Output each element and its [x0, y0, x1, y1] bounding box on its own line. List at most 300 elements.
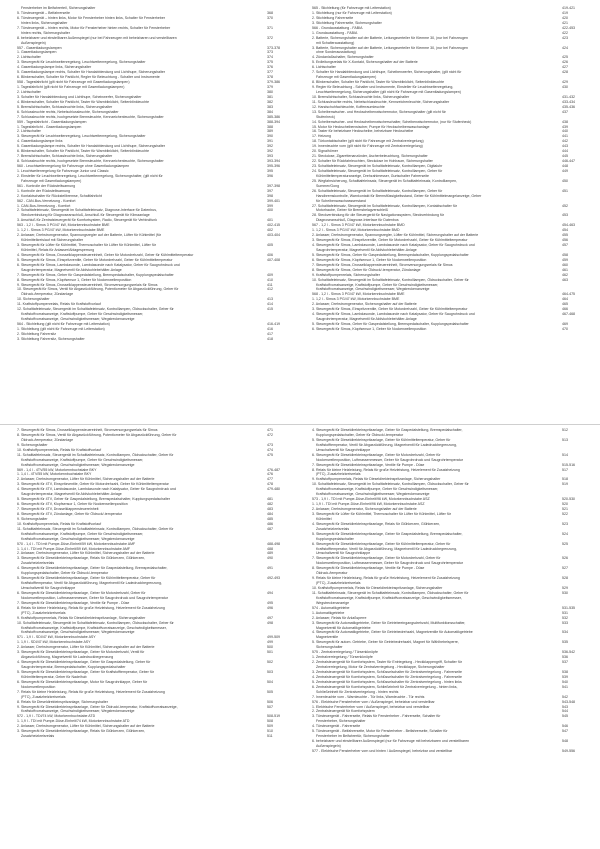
entry-title: Saugrohrtemperatur, Magnetventil für Aktivkohlebehälter-Anlage	[316, 247, 417, 252]
entry-page-number: 545	[562, 714, 568, 719]
entry-page-number: 543-548	[562, 699, 576, 704]
entry-title: 25. Wegfahrsicherung, Schalttafeleinsatz, Steuergerät im Schalttafeleinsatz, Kontrolllampen,	[312, 178, 458, 183]
entry-title: 1. Automatikgetriebe	[312, 610, 345, 615]
entry-title: 3. Anschluß für Zentralsteuergerät für Komfortsystem, Radio, Steuergerät für Verbindfunk	[17, 218, 157, 223]
entry-title: 577 - Elektrische Fensterheber vorn und hinten / Außenspiegel, beheizbar und verstellbar	[312, 748, 453, 753]
entry-title: (PTC), Zusatzheizkreisrelais	[21, 694, 66, 699]
index-entry	[17, 337, 289, 342]
entry-page-number: 475	[267, 452, 273, 457]
entry-title: 3. Steuergerät für Dieseldirekteinspritzanlage, Relais für Glühkerzen, Glühkerzen,	[17, 556, 146, 561]
entry-title: 573 - 1,9 l - TDI mit Pumpe-Düse-Einheit/96 kW, Motorkennbuchstabe ASZ	[312, 497, 430, 502]
entry-page-number: 507	[267, 704, 273, 709]
entry-title: Kraftstoffvorratsanzeige, Kraftstoffpumpe, Kraftstoffvorratsanzeige, Geschwindigkeitsmesser,	[316, 595, 462, 600]
entry-title: 1. 1,2 l - Simos 3 PG/47 kW, Motorkennbuchstabe BME	[312, 297, 400, 302]
entry-title: ohne Sonderausstattung)	[316, 50, 356, 55]
entry-page-number: 496	[267, 605, 273, 610]
entry-page-number: 428	[562, 70, 568, 75]
entry-title: 1. CAN-Bus-Vernetzung - Komfort	[17, 203, 71, 208]
entry-title: Kühlmitteltemperatur, Geber für Nadelhub	[21, 674, 87, 679]
entry-page-number: 467-468	[562, 312, 576, 317]
entry-title: 22. Schalter für Rückfahrleuchten, Steckdose im Hohlraum, Sicherungshalter	[312, 159, 433, 164]
entry-page-number: 433-434	[562, 99, 576, 104]
entry-page-number: 417	[267, 331, 273, 336]
entry-page-number: 508-519	[267, 714, 281, 719]
entry-title: Kupplungspedalschalter, Geber für Öldruck/-temperatur	[21, 571, 109, 576]
entry-title: 4. Steuergerät für Automatikgetriebe, Geber für Getriebedrehzahl, Magnetventile für Automatikgetriebe	[312, 630, 473, 635]
entry-title: 10. Bremslichtschalter, Schlussleuchte links, Sicherungshalter	[312, 94, 410, 99]
entry-title: 4. Gasentladungslampe links, Sicherungshalter	[17, 65, 92, 70]
entry-title: 17. Heizung	[312, 134, 331, 139]
entry-page-number: 415	[267, 307, 273, 312]
entry-title: 3. Stichleitung Fahrersitz, Sicherungshalter	[17, 336, 85, 341]
entry-title: 9. Sicherungshalter	[17, 516, 48, 521]
entry-title: Öldruck-/temperatur, Zündanlage	[21, 437, 74, 442]
entry-title: 26. Schalttafeleinsatz, Steuergerät im Schalttafeleinsatz, Kontrolllampen, Geber für	[312, 188, 443, 193]
entry-title: 8. Relais für kleine Heizleistung, Relais für große Heizleistung, Heizelement für Zusatzheizung	[312, 467, 460, 472]
entry-title: (PTC), Zusatzheizkreisrelais	[21, 610, 66, 615]
entry-title: 16. Taster für beheizbare Heckscheibe, beheizbare Heckscheibe	[312, 129, 414, 134]
entry-page-number: 401	[267, 218, 273, 223]
entry-page-number: 529	[562, 586, 568, 590]
entry-title: 1. 1,2 l - Simos 3 PG/47 kW, Motorkennbuchstabe BMD	[312, 228, 400, 233]
entry-title: für Scheibenwaschwasserstand	[316, 198, 366, 203]
entry-page-number: 525	[562, 541, 568, 546]
entry-title: 11. Kraftstoffpumpenrelais, Relais für Kraftstoffvorlauf	[17, 302, 101, 307]
entry-page-number: 371	[267, 25, 273, 30]
entry-title: 10. Schalttafeleinsatz, Steuergerät im Schalttafeleinsatz, Kontrolllampen, Öldruckschalter, Geber für	[17, 620, 174, 625]
entry-page-number: 479-480	[267, 487, 281, 492]
entry-title: Kupplungspedalschalter, Geber für Öldruck/-temperatur	[316, 432, 404, 437]
entry-page-number: 405	[267, 243, 273, 247]
entry-title: 21. Steckdose, Zigarettenanzünder, Ascherbeleuchtung, Sicherungshalter	[312, 154, 428, 159]
entry-title: 9. Sicherungshalter	[17, 442, 48, 447]
entry-title: 7. Steuergerät für Dieseldirekteinspritzanlage, Geber für Motordrehzahl, Geber für	[312, 556, 441, 561]
entry-page-number: 499-509	[267, 635, 281, 640]
entry-title: 9. Relais für kleine Heizleistung, Relais für große Heizleistung, Heizelement für Zusatzheizung	[312, 576, 460, 581]
entry-title: Leuchtweitenregelung, Sicherungshalter (gilt nicht für Fahrzeuge mit Gasentladungslampen)	[316, 89, 461, 94]
entry-page-number: 528	[562, 576, 568, 581]
entry-title: 4. Steuergerät für Dieseldirekteinspritzanlage, Relais für Glühkerzen, Glühkerzen,	[312, 521, 441, 526]
entry-title: 1. Gasentladungslampen	[17, 50, 57, 55]
entry-page-number: 521	[562, 507, 568, 511]
entry-title: 15. Motor für Heckscheibenwischer, Pumpe für Heckscheibenwaschanlage	[312, 124, 430, 129]
entry-title: 4. Steuergerät für Dieseldirekteinspritzanlage, Geber für Gaspedalstellung, Bremspedalschalter,	[312, 428, 463, 432]
index-column-top-left	[17, 6, 289, 420]
entry-title: 13. Scheibenwischer- und Heckscheibenwischermotor, Sicherungshalter (gilt nicht für	[312, 109, 446, 114]
entry-page-number: 452	[562, 203, 568, 208]
entry-title: Zusatzheizkreisrelais	[21, 734, 55, 739]
entry-page-number: 410	[267, 277, 273, 282]
entry-title: 12. Schalttafeleinsatz, Steuergerät im Schalttafeleinsatz, Kontrolllampen, Öldruckschalter, Geber für	[17, 307, 174, 312]
entry-title: 1. Elektrische Fensterheber vorn / Außenspiegel, beheizbar und verstellbar	[312, 704, 430, 709]
entry-page-number: 537	[562, 660, 568, 665]
entry-page-number: 402	[267, 228, 273, 233]
entry-page-number: 506	[267, 699, 273, 704]
entry-page-number: 454-463	[562, 223, 576, 228]
entry-page-number: 526	[562, 556, 568, 561]
entry-title: 27. Schalttafeleinsatz, Steuergerät im Schalttafeleinsatz, Kontrolllampen, Kontaktschalter für	[312, 203, 457, 208]
entry-page-number: 392	[267, 149, 273, 154]
entry-title: 2. Lichtschalter	[17, 55, 41, 60]
entry-page-number: 379	[267, 85, 273, 89]
entry-page-number: 412	[267, 287, 273, 292]
entry-page-number: 474	[267, 447, 273, 452]
entry-page-number: 508	[267, 719, 273, 724]
entry-title: 2. Anlasser, Drehstromgenerator, Lüfter für Kühlmittel, Sicherungshalter auf der Batterie	[17, 551, 155, 556]
entry-page-number: 375	[267, 60, 273, 65]
entry-title: 1. 1,4 l - 4TV/55 kW, Motorkennbuchstabe BKY	[17, 472, 92, 477]
entry-title: 567 - 1,2 l - Simos 3 PG/47 kW, Motorkennbuchstabe BMD	[312, 223, 405, 228]
entry-title: 570 - 1,4 l - TDI mit Pumpe-Düse-Einheit/59 kW, Motorkennbuchstabe AMF	[17, 541, 136, 546]
entry-title: 28. Steckverbindung für die Steuergerät für Navigationssystem, Steckverbindung für	[312, 213, 445, 218]
entry-page-number: 429	[562, 80, 568, 85]
entry-page-number: 431-432	[562, 94, 576, 99]
entry-page-number: 393-394	[267, 159, 281, 164]
entry-title: 18. Türkontaktschalter (gilt nicht für Fahrzeuge mit Zentralverriegelung)	[312, 139, 424, 144]
entry-page-number: 373-378	[267, 45, 281, 50]
entry-title: 571 - 1,9 l - SDI/47 kW, Motorkennbuchstabe ASY	[17, 635, 96, 640]
entry-title: 8. Steuergerät für Simos, Ventil für Abgasrückführung, Potentiometer für Abgasrückführung, Geber für	[17, 432, 177, 437]
entry-title: 3. Steuergerät für Simos, Einspritzventile, Geber für Motordrehzahl, Geber für Kühlmitteltemperatur	[312, 307, 468, 312]
entry-title: 12. Handschuhfachleuchte, Kofferraumleuchte	[312, 104, 385, 109]
entry-title: 7. Steuergerät für Simos, Drosselklappensteuereinheit, Stromversorgungsrelais für Simos	[312, 262, 453, 267]
entry-page-number: 517	[562, 467, 568, 472]
entry-page-number: 442	[562, 139, 568, 144]
entry-title: 4. Steuergerät für Dieseldirekteinspritzanlage, Geber für Gaspedalstellung, Geber für	[17, 660, 151, 665]
entry-title: Magnetventile	[316, 635, 339, 640]
entry-title: 6. beheizbarer und einstellbarer Außenspiegel (nur für Fahrzeuge mit beheizbaren und verstellbaren	[312, 739, 470, 744]
entry-title: 5. Steuergerät für Simos, Geber für Gaspedalstellung, Bremspedalschalter, Kupplungspedalschalter	[312, 252, 469, 257]
entry-page-number: 477	[267, 477, 273, 482]
entry-title: 7. Steuergerät für Simos, Drosselklappensteuereinheit, Stromversorgungsrelais für Simos	[17, 428, 158, 432]
entry-title: 558 - Tagesfahrlicht (gilt nicht für Fahrzeuge mit Gasentladungslampen)	[17, 80, 130, 85]
entry-title: 5. Türsteuergerät – Beifahrerseite	[17, 10, 70, 15]
entry-title: Zusatzheizkreisrelais	[316, 526, 350, 531]
entry-title: Steckverbindung für Diagnoseanschluß, Anschluß für Steuergerät für Klimaanlage	[21, 213, 150, 218]
entry-title: 1. Tagesfahrlicht - Gasentladungslampen	[17, 124, 82, 129]
entry-title: 2. Zentralsteuergerät für Komfortsystem, Taster für Entriegelung - Heckklappengriff, Schalter für	[312, 660, 462, 665]
entry-title: 1. 1,9 l - TDI mit Pumpe-Düse-Einheit/74 kW, Motorkennbuchstabe ATD	[17, 719, 130, 724]
index-column-bottom-right	[312, 428, 584, 846]
entry-page-number: 520-530	[562, 497, 576, 502]
entry-page-number: 472	[267, 432, 273, 437]
entry-title: Summer/Gong	[316, 183, 340, 188]
entry-page-number: 419-421	[562, 6, 576, 10]
entry-title: Saugrohrtemperatur, Magnetventil für Aktivkohlebehälter-Anlage	[21, 492, 122, 497]
entry-title: Abgasrückführung, Magnetventil für Ladedruckbegrenzung	[21, 655, 114, 660]
entry-title: Kraftstoffvorratsanzeige, Geschwindigkeitsmesser, Wegstreckenanzeige	[21, 630, 135, 635]
entry-title: (PTC), Zusatzheizkreisrelais	[316, 581, 361, 586]
entry-title: Fensterheber im Beifahrerteil, Sicherungshalter	[21, 6, 96, 10]
index-column-top-right	[312, 6, 584, 420]
entry-page-number: 438	[562, 119, 568, 124]
entry-page-number: 399	[267, 203, 273, 208]
entry-page-number: 416-419	[267, 322, 281, 326]
entry-title: 566 - Grundausstattung - FABIA	[312, 25, 363, 30]
entry-title: 6. Blinkerschalter, Schalter für Parklicht, Taster für Warnblinklicht, Seitenblinkleuchte	[17, 149, 150, 154]
entry-page-number: 463	[562, 277, 568, 282]
entry-page-number: 422	[562, 30, 568, 35]
entry-page-number: 514	[562, 452, 568, 457]
entry-title: 3. Türsteuergerät - Fahrerseite, Relais für Fensterheber - Fahrerseite, Schalter für	[312, 714, 441, 719]
entry-title: Fensterheber, Sicherungshalter	[316, 719, 366, 724]
entry-title: 3. Zentralsteuergerät für Komfortsystem, Schlüsselschalter für Zentralverriegelung - Fahrerseite	[312, 669, 463, 674]
entry-page-number: 547	[562, 729, 568, 734]
entry-title: 5. Steuergerät für autom. Getriebe, Geber für Getriebedrehzahl, Magnet für Wählhebelsperre,	[312, 640, 459, 645]
entry-page-number: 406	[267, 252, 273, 257]
entry-title: Nockenwellenposition, Luftmassenmesser, Geber für Saugrohrdruck und Saugrohrtemperatur	[316, 457, 463, 462]
entry-title: 6. Steuergerät für Simos, Lambdasonde, Lambdasonde nach Katalysator, Geber für Saugrohrdruck und	[17, 262, 180, 267]
entry-title: 3. Steuergerät für 4TV, Einspritzventile, Geber für Motordrehzahl, Geber für Kühlmitteltemperatur	[17, 482, 169, 487]
entry-page-number: 522	[562, 511, 568, 516]
entry-title: 4. Zündanlaßschalter, Sicherungshalter	[312, 55, 374, 60]
entry-page-number: 495	[267, 600, 273, 605]
entry-page-number: 540	[562, 679, 568, 684]
entry-title: 2. Zentralsteuergerät für Komfortsystem	[312, 709, 375, 714]
entry-page-number: 492-493	[267, 576, 281, 581]
entry-page-number: 380	[267, 89, 273, 94]
entry-page-number: 483	[267, 507, 273, 511]
entry-title: 3. Steuergerät für Dieseldirekteinspritzanlage, Geber für Motordrehzahl, Ventil für	[17, 650, 145, 655]
entry-title: 1. Stichleitung (gilt nicht für Fahrzeuge mit Leiterstation)	[17, 326, 105, 331]
entry-title: 2. Batterie, Sicherungshalter auf der Batterie, Leitungsverteiler für Klemme 30, (nur bei Fahrzeugen	[312, 35, 468, 40]
entry-title: 9. Regler für Beleuchtung - Schalter und Instrumente, Einsteller für Leuchtweitenregelung,	[312, 85, 454, 89]
entry-page-number: 427	[562, 65, 568, 70]
entry-title: 3. Steuergerät für Simos, Einspritzventile, Geber für Motordrehzahl, Geber für Kühlmitteltemperatur	[312, 238, 468, 243]
entry-page-number: 469	[562, 322, 568, 326]
entry-page-number: 396	[267, 173, 273, 178]
entry-page-number: 466	[562, 307, 568, 312]
entry-page-number: 481	[267, 497, 273, 502]
entry-page-number: 486	[267, 521, 273, 526]
entry-title: Kraftstoffvorratsanzeige, Kraftstoffpumpe, Kraftstoffvorratsanzeige, Geschwindigkeitsmesser,	[21, 625, 167, 630]
entry-title: 2. Anlasser, Relais für Anlaßsperre	[312, 615, 367, 620]
entry-page-number: 399-401	[267, 198, 281, 203]
entry-page-number: 384	[267, 109, 273, 114]
entry-title: Handbremskontrolle, Warnkontakt für Bremsflüssigkeitsstand, Geber für Kühlmittelmangelanzeige, Geber	[316, 193, 482, 198]
entry-title: 2. Anlasser, Drehstromgenerator, Lüfter für Kühlmittel, Sicherungshalter auf der Batterie	[17, 477, 155, 482]
entry-page-number: 487	[267, 526, 273, 531]
entry-page-number: 532	[562, 615, 568, 620]
entry-page-number: 500	[267, 645, 273, 650]
entry-title: 2. Schalttafeleinsatz, Steuergerät im Schalttafeleinsatz, Diagnose-Interface für Datenbus,	[17, 208, 157, 213]
entry-title: 8. Blinkerschalter, Schalter für Parklicht, Taster für Warnblinklicht, Seitenblinkleuchte	[312, 80, 445, 85]
entry-page-number: 503	[267, 669, 273, 674]
entry-title: 1. Tagesfahrlicht (gilt nicht für Fahrzeuge mit Gasentladungslampen)	[17, 85, 125, 89]
entry-title: 565 - Stichleitung (für Fahrzeuge mit Leiterstation)	[312, 6, 391, 10]
entry-page-number: 403-404	[267, 233, 281, 238]
entry-title: 6. Türsteuergerät – hinten links, Motor für Fensterheber hinten links, Schalter für Fensterheber	[17, 15, 165, 20]
entry-page-number: 501	[267, 650, 273, 655]
entry-title: 2. Lichtschalter	[17, 89, 41, 94]
entry-page-number: 539	[562, 674, 568, 679]
entry-page-number: 476-487	[267, 467, 281, 472]
entry-page-number: 541	[562, 684, 568, 689]
entry-page-number: 512	[562, 428, 568, 432]
entry-title: 7. Relais für kleine Heizleistung, Relais für große Heizleistung, Heizelement für Zusatzheizung	[17, 689, 165, 694]
entry-page-number: 397	[267, 188, 273, 193]
entry-page-number: 531	[562, 610, 568, 615]
entry-title: 11. Schalttafeleinsatz, Steuergerät im Schalttafeleinsatz, Kontrolllampen, Öldruckschalter, Geber für	[312, 590, 469, 595]
entry-page-number: 413	[267, 297, 273, 302]
entry-title: 4. Steuergerät für Simos, Lambdasonde, Lambdasonde nach Katalysator, Geber für Saugrohrdruck und	[312, 312, 475, 317]
entry-title: Öldruck-/temperatur	[316, 571, 348, 576]
entry-page-number: 476	[267, 472, 273, 477]
entry-page-number: 498	[267, 620, 273, 625]
entry-page-number: 460	[562, 262, 568, 267]
entry-page-number: 419	[562, 10, 568, 15]
entry-page-number: 455	[562, 233, 568, 238]
entry-title: 576 - Elektrische Fensterheber vorn / Außenspiegel, beheizbar und verstellbar	[312, 699, 435, 704]
entry-title: 5. Steuergerät für Dieseldirekteinspritzanlage, Geber für Kühlmitteltemperatur, Geber für	[312, 437, 451, 442]
entry-page-number: 443	[562, 144, 568, 149]
entry-title: 7. Steuergerät für Simos, Geber für Gaspedalstellung, Bremspedalschalter, Kupplungspedalschalter	[17, 272, 174, 277]
entry-title: 561 - Kontrolle der Rückstellwarnung	[17, 183, 76, 188]
entry-page-number: 465	[562, 302, 568, 307]
entry-title: Sicherungshalter	[316, 645, 343, 650]
entry-title: Kraftstofftemperatur, Ventil für Abgasrückführung, Magnetventil für Ladedruckbegrenzung,	[316, 442, 457, 447]
entry-title: 4. Türsteuergerät - Fahrerseite	[312, 724, 361, 729]
entry-title: Kraftstoffvorratsanzeige, Kraftstoffpumpe, Geber für Geschwindigkeitsmesser,	[316, 487, 439, 492]
entry-title: 568 - 1,2 l - Simos 3 PG/47 kW, Motorkennbuchstabe BME	[312, 292, 405, 297]
entry-title: (PTC), Zusatzheizkreisrelais	[316, 472, 361, 477]
entry-title: 8. Steuergerät für Simos, Geber für Öldruck/-temperatur, Zündanlage	[312, 267, 421, 272]
entry-page-number: 445	[562, 154, 568, 159]
entry-title: 3. Steuergerät für Lüfter für Kühlmittel, Thermoschalter für Lüfter für Kühlmittel, Lüfter für	[312, 511, 451, 516]
entry-page-number: 374	[267, 55, 273, 60]
entry-title: 5. Gasentladungslampe rechts, Schalter für Handabblendung und Lichthupe, Sicherungshalter	[17, 144, 166, 149]
entry-title: 5. Steuergerät für Dieseldirekteinspritzanlage, Geber für Kraftstofftemperatur, Geber für	[17, 669, 154, 674]
entry-title: Motorhaube, Geber für Bremsbelagverschleiß	[316, 208, 388, 213]
entry-page-number: 464	[562, 297, 568, 302]
entry-title: 574 - Automatikgetriebe	[312, 605, 350, 610]
entry-page-number: 392	[267, 144, 273, 149]
entry-title: 560 - Leuchtweitenregelung für Fahrzeuge ohne Gasentladungslampen	[17, 164, 130, 168]
entry-title: 1. Kontrolle der Rückstellwarnung	[17, 188, 71, 193]
entry-title: 23. Schalttafeleinsatz, Steuergerät im Schalttafeleinsatz, Kontrolllampen, Digitaluhr	[312, 164, 443, 168]
entry-title: 2. Lichtschalter	[17, 129, 41, 134]
entry-title: Umschaltventil für Saugrohrklappe	[316, 551, 371, 556]
entry-page-number: 454	[562, 228, 568, 233]
entry-page-number: 549-556	[562, 748, 576, 753]
entry-title: 4. Zentralsteuergerät für Komfortsystem, Schlüsselschalter für Zentralverriegelung - Fahrerseite	[312, 674, 463, 679]
entry-title: 3. Steuergerät für Automatikgetriebe, Geber für Getriebeeingangsdrehzahl, Multifunktionsschalter,	[312, 620, 466, 625]
entry-page-number: 376	[267, 65, 273, 70]
entry-title: Zusatzheizkreisrelais	[21, 561, 55, 566]
entry-title: 2. Anlasser, Drehstromgenerator, Spannungsregler, Lüfter für Kühlmittel, Sicherungshalter auf der Batterie	[312, 233, 479, 238]
entry-page-number: 393	[267, 154, 273, 159]
index-column-bottom-left	[17, 428, 289, 846]
entry-title: 5. Steuergerät für Simos, Geber für Gaspedalstellung, Bremspedalschalter, Kupplungspedalschalter	[312, 322, 469, 326]
entry-title: 8. Schlussleuchte rechts, hochgesetzte Bremsleuchte, Kennzeichenleuchte, Sicherungshalter	[17, 159, 164, 164]
entry-title: 10. Kraftstoffpumpenrelais, Relais für Kraftstoffvorlauf	[17, 521, 102, 526]
entry-title: 4. Gasentladungslampe links	[17, 139, 63, 144]
entry-page-number: 449	[562, 168, 568, 173]
entry-page-number: 388-394	[267, 119, 281, 124]
entry-page-number: 439	[562, 124, 568, 129]
entry-title: 8. Relais für Dieseldirekteinspritzanlage, Sicherungshalter	[17, 699, 108, 704]
entry-title: Kraftstoffvorratsanzeige, Kraftstoffpumpe, Geber für Geschwindigkeitsmesser,	[21, 312, 144, 317]
entry-title: 8. beheizbarer und einstellbarer Außenspiegel (nur bei Fahrzeugen mit beheizbaren und verstellbaren	[17, 35, 177, 40]
entry-title: hinten links, Sicherungshalter	[21, 20, 68, 25]
entry-page-number: 544	[562, 709, 568, 714]
entry-title: 9. Kraftstoffpumpenrelais, Relais für Dieseldirekteinspritzanlage, Sicherungshalter	[17, 615, 146, 620]
section-divider	[0, 424, 600, 425]
entry-page-number: 456	[562, 238, 568, 243]
entry-page-number: 425	[562, 55, 568, 60]
entry-page-number: 530	[562, 590, 568, 595]
entry-title: Kupplungspedalschalter	[316, 536, 354, 541]
entry-page-number: 402-415	[267, 223, 281, 228]
entry-title: 6. Steuergerät für Dieseldirekteinspritzanlage, Geber für Motordrehzahl, Geber für	[312, 452, 441, 457]
entry-title: 8. Steuergerät für 4TV, Zündanlage, Geber für Öldruck/-temperatur	[17, 511, 122, 516]
entry-page-number: 482	[267, 502, 273, 507]
entry-title: Kraftstofftemperatur, Ventil für Abgasrückführung, Magnetventil für Ladedruckbegrenzung,	[21, 581, 162, 586]
entry-title: Kraftstoffvorratsanzeige, Geschwindigkeitsmesser, Wegstreckenanzeige	[316, 492, 430, 497]
entry-page-number: 368	[267, 10, 273, 15]
entry-title: 5. Steuergerät für Dieseldirekteinspritzanlage, Geber für Kühlmitteltemperatur, Geber für	[17, 576, 156, 581]
entry-page-number: 451	[562, 188, 568, 193]
entry-page-number: 464-475	[562, 292, 576, 297]
entry-page-number: 458	[562, 252, 568, 257]
entry-page-number: 543	[562, 704, 568, 709]
entry-title: 569 - 1,4 l - 4TV/55 kW, Motorkennbuchstabe BKY	[17, 467, 97, 472]
entry-title: 572 - 1,9 l - TDI/74 kW, Motorkennbuchstabe ATD	[17, 714, 96, 719]
entry-title: 6. Zentralsteuergerät für Komfortsystem, Schließeinheit für Zentralverriegelung - hinten links,	[312, 684, 458, 689]
entry-title: 7. Steuergerät für Dieseldirekteinspritzanlage, Ventile für Pumpe - Düse	[17, 600, 130, 605]
entry-title: 3. Schalter für Handabblendung und Lichthupe, Scheinwerfer, Sicherungshalter	[17, 94, 142, 99]
entry-page-number: 400	[267, 208, 273, 213]
entry-title: 559 - Tagesfahrlicht - Gasentladungslampen	[17, 119, 87, 124]
entry-title: 6. Schlussleuchte rechts, Nebelschlussleuchte, Sicherungshalter	[17, 109, 119, 114]
entry-title: 3. Steuergerät für Leuchtweitenregelung, Leuchtweitenregelung, Sicherungshalter	[17, 60, 146, 65]
entry-page-number: 542	[562, 694, 568, 699]
entry-title: Fahrzeuge mit Gasentladungslampen)	[316, 75, 377, 80]
entry-title: 10. Schalttafeleinsatz, Steuergerät im Schalttafeleinsatz, Kontrolllampen, Öldruckschalter, Geber für	[312, 482, 469, 487]
entry-page-number: 414	[267, 302, 273, 307]
entry-title: 6. Steuergerät für 4TV, Klopfsensor 1, Geber für Nockenwellenposition	[17, 502, 128, 507]
entry-title: Schließeinheit für Zentralverriegelung - hinten rechts	[316, 689, 399, 694]
entry-page-number: 520	[562, 502, 568, 507]
entry-title: 563 - 1,2 l - Simos 3 PG/47 kW, Motorkennbuchstabe BME	[17, 223, 110, 228]
entry-page-number: 379-386	[267, 80, 281, 85]
entry-title: Umschaltventil für Saugrohrklappe	[21, 586, 76, 590]
entry-title: 2. Anlasser, Drehstromgenerator, Sicherungshalter auf der Batterie	[312, 507, 417, 511]
entry-title: 7. Schlussleuchte rechts, hochgesetzte Bremsleuchte, Kennzeichenleuchte, Sicherungshalter	[17, 114, 164, 119]
entry-page-number: 416	[267, 326, 273, 331]
entry-page-number: 489	[267, 551, 273, 556]
entry-page-number: 459	[562, 257, 568, 262]
entry-title: 5. Bremslichtschalter, Schlussleuchte links, Sicherungshalter	[17, 104, 113, 109]
entry-page-number: 377	[267, 70, 273, 75]
entry-title: Kraftstoffvorratsanzeige, Geschwindigkeitsmesser, Wegstreckenanzeige	[316, 287, 430, 292]
entry-title: 5. Zentralsteuergerät für Komfortsystem, Schlüsselschalter für Zentralverriegelung - hinten links	[312, 679, 462, 684]
entry-title: 9. Steuergerät für Dieseldirekteinspritzanlage, Geber für Öldruck/-temperatur, Kraftstoffvorratsanzeige,	[17, 704, 178, 709]
entry-title: Kraftstoffvorratsanzeige, Geschwindigkeitsmesser, Wegstreckenanzeige	[21, 536, 135, 541]
entry-title: 8. Steuergerät für Dieseldirekteinspritzanlage, Ventile für Pumpe - Düse	[312, 566, 425, 571]
entry-page-number: 533	[562, 620, 568, 625]
index-section-heading	[312, 749, 584, 754]
entry-page-number: 471	[267, 428, 273, 432]
entry-title: 2. Einsteller für Leuchtweitenregelung, Leuchtweitenregelung, Sicherungshalter, (gilt nicht für	[17, 173, 163, 178]
entry-title: Kühlmittel, Relais für Anlasser/Ablagesperrung	[21, 247, 95, 252]
entry-page-number: 470	[562, 326, 568, 331]
entry-title: 6. Steuergerät für Dieseldirekteinspritzanlage, Geber für Motordrehzahl, Geber für	[17, 590, 146, 595]
entry-page-number: 497	[267, 615, 273, 620]
entry-page-number: 378	[267, 75, 273, 80]
entry-page-number: 546	[562, 724, 568, 729]
entry-title: Stufenheck)	[316, 114, 335, 119]
